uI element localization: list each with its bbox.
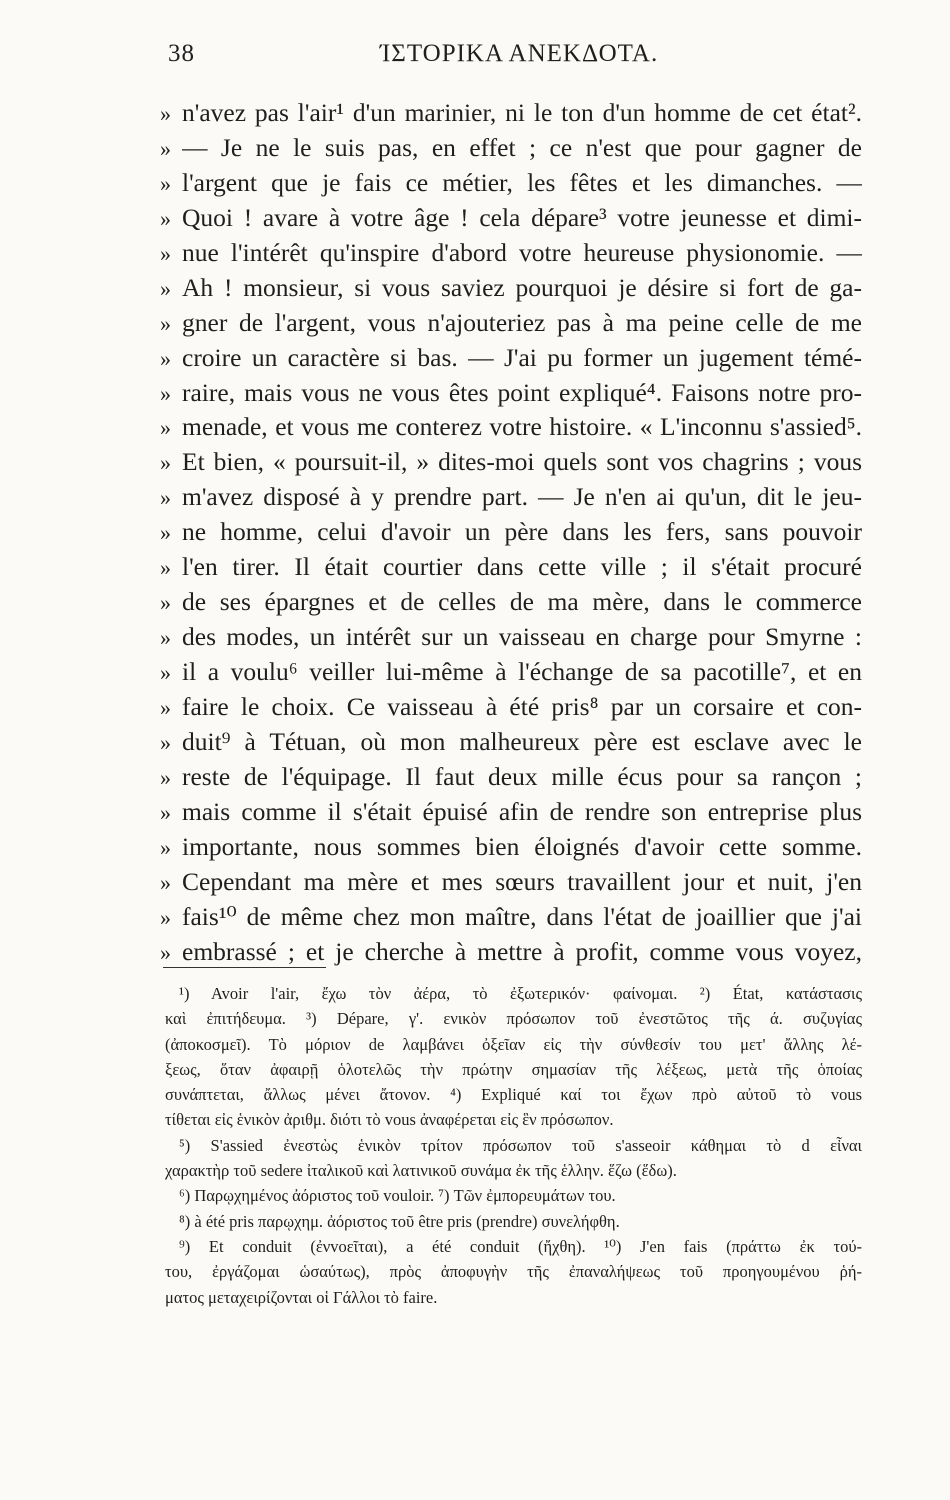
line-text: fais¹⁰ de même chez mon maître, dans l'état de joaillier que j'ai [182, 901, 862, 931]
line-text: embrassé ; et je cherche à mettre à profit, comme vous voyez, [182, 936, 862, 966]
footnote-line: χαρακτὴρ τοῦ sedere ἰταλικοῦ καὶ λατινικοῦ συνάμα ἐκ τῆς ἑλλην. ἕζω (ἕδω). [165, 1161, 677, 1181]
line-text: de ses épargnes et de celles de ma mère, dans le commerce [182, 587, 862, 617]
quote-mark: » [160, 135, 171, 161]
running-title: ΊΣΤΟΡΙΚΑ ΑΝΕΚΔΟΤΑ. [380, 40, 659, 67]
line-text: Et bien, « poursuit-il, » dites-moi quels sont vos chagrins ; vous [182, 447, 862, 477]
quote-mark: » [160, 660, 171, 685]
line-text: l'en tirer. Il était courtier dans cette ville ; il s'était procuré [182, 552, 862, 582]
page-number: 38 [168, 40, 195, 67]
line-text: Cependant ma mère et mes sœurs travaillent jour et nuit, j'en [182, 866, 862, 896]
footnote-line: ματος μεταχειρίζονται οἱ Γάλλοι τὸ faire. [165, 1287, 438, 1307]
footnote-line: ¹) Avoir l'air, ἔχω τὸν ἀέρα, τὸ ἐξωτερικόν· φαίνομαι. ²) État, κατάστασις [179, 984, 862, 1003]
line-text: ne homme, celui d'avoir un père dans les fers, sans pouvoir [182, 517, 862, 547]
quote-mark: » [160, 205, 171, 231]
quote-mark: » [160, 520, 171, 546]
quote-mark: » [160, 345, 171, 371]
line-text: m'avez disposé à y prendre part. — Je n'en ai qu'un, dit le jeu- [182, 482, 862, 512]
quote-mark: » [160, 240, 171, 266]
text-line [160, 306, 862, 341]
text-line [160, 201, 862, 236]
text-line [160, 376, 862, 411]
line-text: n'avez pas l'air¹ d'un marinier, ni le ton d'un homme de cet état². [182, 98, 862, 127]
quote-mark: » [160, 799, 171, 825]
text-line [160, 795, 862, 830]
line-text: gner de l'argent, vous n'ajouteriez pas à ma peine celle de me [182, 307, 862, 337]
footnote-line: τίθεται εἰς ἑνικὸν ἀριθμ. διότι τὸ vous ἀναφέρεται εἰς ἓν πρόσωπον. [165, 1110, 614, 1130]
quote-mark: » [160, 834, 171, 860]
footnote-line: ⁸) à été pris παρῳχημ. ἀόριστος τοῦ être pris (prendre) συνελήφθη. [179, 1211, 620, 1231]
line-text: Ah ! monsieur, si vous saviez pourquoi je désire si fort de ga- [182, 272, 862, 302]
text-line [160, 445, 862, 480]
line-text: nue l'intérêt qu'inspire d'abord votre heureuse physionomie. — [182, 237, 862, 267]
line-text: menade, et vous me conterez votre histoire. « L'inconnu s'assied⁵. [182, 412, 862, 442]
text-line [160, 236, 862, 271]
text-line [160, 515, 862, 550]
quote-mark: » [160, 555, 171, 581]
main-text [160, 96, 862, 969]
quote-mark: » [160, 694, 171, 720]
text-line [160, 935, 862, 970]
quote-mark: » [160, 904, 171, 930]
quote-mark: » [160, 170, 171, 196]
text-line [160, 480, 862, 515]
footnote-line: ⁹) Et conduit (ἐνvοεῖται), a été conduit (ἤχθη). ¹⁰) J'en fais (πράττω ἐκ τού- [179, 1236, 862, 1256]
text-line [160, 830, 862, 865]
line-text: l'argent que je fais ce métier, les fêtes et les dimanches. — [182, 167, 862, 197]
line-text: Quoi ! avare à votre âge ! cela dépare³ votre jeunesse et dimi- [182, 202, 862, 232]
footnote-line: καὶ ἐπιτήδευμα. ³) Dépare, γ'. ενικὸν πρόσωπον τοῦ ἐνεστῶτος τῆς ά. συζυγίας [165, 1009, 862, 1029]
text-line [160, 585, 862, 620]
text-line [160, 620, 862, 655]
footnote-line: ξεως, ὅταν ἀφαιρῇ ὁλοτελῶς τὴν πρώτην σημασίαν τῆς λέξεως, μετὰ τῆς ὁποίας [165, 1059, 862, 1079]
footnote-line: ⁵) S'assied ἐνεστὼς ἑνικὸν τρίτον πρόσωπον τοῦ s'asseoir κάθημαι τὸ d εἶναι [179, 1135, 862, 1155]
text-line [160, 166, 862, 201]
quote-mark: » [160, 729, 171, 755]
quote-mark: » [160, 869, 171, 895]
quote-mark: » [160, 590, 171, 616]
line-text: — Je ne le suis pas, en effet ; ce n'est que pour gagner de [182, 132, 862, 162]
line-text: duit⁹ à Tétuan, où mon malheureux père est esclave avec le [182, 726, 862, 756]
footnotes [165, 981, 862, 1310]
footnote-line: συνάπτεται, ἄλλως μένει ἄτονον. ⁴) Expliqué καί τοι ἔχων πρὸ αὐτοῦ τὸ vous [165, 1085, 862, 1105]
text-line [160, 760, 862, 795]
quote-mark: » [160, 275, 171, 301]
text-line [160, 131, 862, 166]
line-text: importante, nous sommes bien éloignés d'avoir cette somme. [182, 831, 862, 861]
line-text: faire le choix. Ce vaisseau à été pris⁸ par un corsaire et con- [182, 691, 862, 721]
text-line [160, 341, 862, 376]
text-line [160, 271, 862, 306]
footnote-line: ⁶) Παρῳχημένος ἀόριστος τοῦ vouloir. ⁷) Τῶν ἐμπορευμάτων του. [179, 1186, 616, 1206]
quote-mark: » [160, 310, 171, 336]
quote-mark: » [160, 450, 171, 476]
line-text: il a voulu⁶ veiller lui-même à l'échange de sa pacotille⁷, et en [182, 657, 862, 686]
line-text: croire un caractère si bas. — J'ai pu former un jugement témé- [182, 342, 862, 372]
quote-mark: » [160, 939, 171, 965]
text-line [160, 725, 862, 760]
footnote-line: (ἀποκοσμεῖ). Τὸ μόριον de λαμβάνει ὀξεῖαν εἰς τὴν σύνθεσίν του μετ' ἄλλης λέ- [165, 1034, 862, 1054]
text-line [160, 410, 862, 445]
quote-mark: » [160, 415, 171, 441]
quote-mark: » [160, 101, 171, 126]
quote-mark: » [160, 625, 171, 651]
quote-mark: » [160, 764, 171, 790]
text-line [160, 690, 862, 725]
text-line [160, 900, 862, 935]
text-line [160, 865, 862, 900]
text-line [160, 550, 862, 585]
text-line [160, 655, 862, 690]
footnote-line: του, ἐργάζομαι ὡσαύτως), πρὸς ἀποφυγὴν τῆς ἐπαναλήψεως τοῦ προηγουμένου ῥή- [165, 1262, 862, 1282]
line-text: mais comme il s'était épuisé afin de rendre son entreprise plus [182, 796, 862, 826]
quote-mark: » [160, 485, 171, 511]
quote-mark: » [160, 380, 171, 406]
footnote-separator [163, 967, 326, 968]
line-text: des modes, un intérêt sur un vaisseau en charge pour Smyrne : [182, 622, 862, 652]
page-header [168, 40, 868, 80]
line-text: reste de l'équipage. Il faut deux mille écus pour sa rançon ; [182, 761, 862, 791]
text-line [160, 96, 862, 131]
line-text: raire, mais vous ne vous êtes point expliqué⁴. Faisons notre pro- [182, 377, 862, 407]
